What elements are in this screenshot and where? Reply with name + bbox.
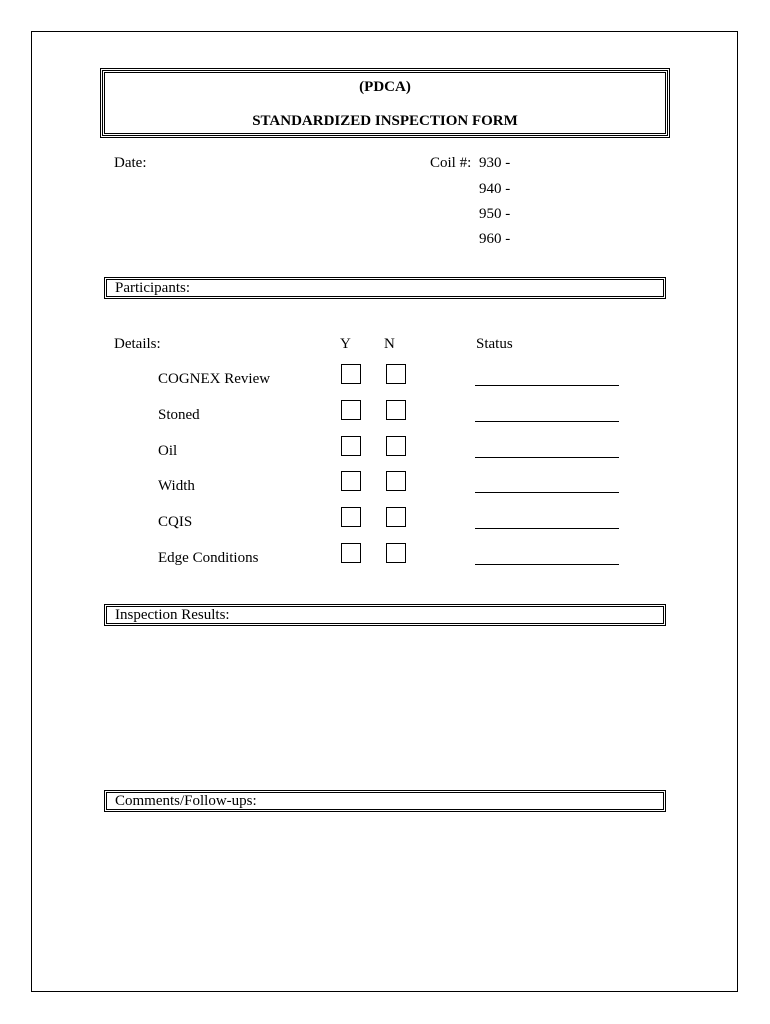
no-checkbox[interactable] (386, 364, 406, 384)
detail-item-stoned: Stoned (158, 407, 200, 423)
yes-checkbox[interactable] (341, 471, 361, 491)
yes-checkbox[interactable] (341, 507, 361, 527)
coil-number-950: 950 - (479, 206, 511, 222)
comments-section[interactable] (104, 790, 666, 812)
detail-item-cqis: CQIS (158, 514, 193, 530)
yes-checkbox[interactable] (341, 364, 361, 384)
status-line[interactable] (475, 385, 619, 386)
status-line[interactable] (475, 564, 619, 565)
status-line[interactable] (475, 528, 619, 529)
inspection-results-section[interactable] (104, 604, 666, 626)
detail-item-oil: Oil (158, 443, 178, 459)
no-checkbox[interactable] (386, 436, 406, 456)
column-y-header: Y (340, 336, 351, 352)
no-checkbox[interactable] (386, 400, 406, 420)
column-status-header: Status (476, 336, 513, 352)
column-n-header: N (384, 336, 395, 352)
status-line[interactable] (475, 457, 619, 458)
no-checkbox[interactable] (386, 507, 406, 527)
yes-checkbox[interactable] (341, 436, 361, 456)
status-line[interactable] (475, 492, 619, 493)
coil-number-960: 960 - (479, 231, 511, 247)
status-line[interactable] (475, 421, 619, 422)
participants-section[interactable] (104, 277, 666, 299)
coil-label: Coil #: (430, 155, 472, 171)
detail-item-width: Width (158, 478, 195, 494)
form-title: STANDARDIZED INSPECTION FORM (252, 113, 518, 129)
form-acronym: (PDCA) (359, 79, 411, 95)
coil-number-930: 930 - (479, 155, 511, 171)
form-page (31, 31, 738, 992)
detail-item-edge-conditions: Edge Conditions (158, 550, 259, 566)
no-checkbox[interactable] (386, 471, 406, 491)
comments-label: Comments/Follow-ups: (115, 793, 257, 809)
detail-item-cognex-review: COGNEX Review (158, 371, 271, 387)
details-label: Details: (114, 336, 161, 352)
yes-checkbox[interactable] (341, 543, 361, 563)
participants-label: Participants: (115, 280, 190, 296)
date-label: Date: (114, 155, 147, 171)
coil-number-940: 940 - (479, 181, 511, 197)
inspection-results-label: Inspection Results: (115, 607, 230, 623)
form-title-box (102, 70, 668, 136)
yes-checkbox[interactable] (341, 400, 361, 420)
no-checkbox[interactable] (386, 543, 406, 563)
